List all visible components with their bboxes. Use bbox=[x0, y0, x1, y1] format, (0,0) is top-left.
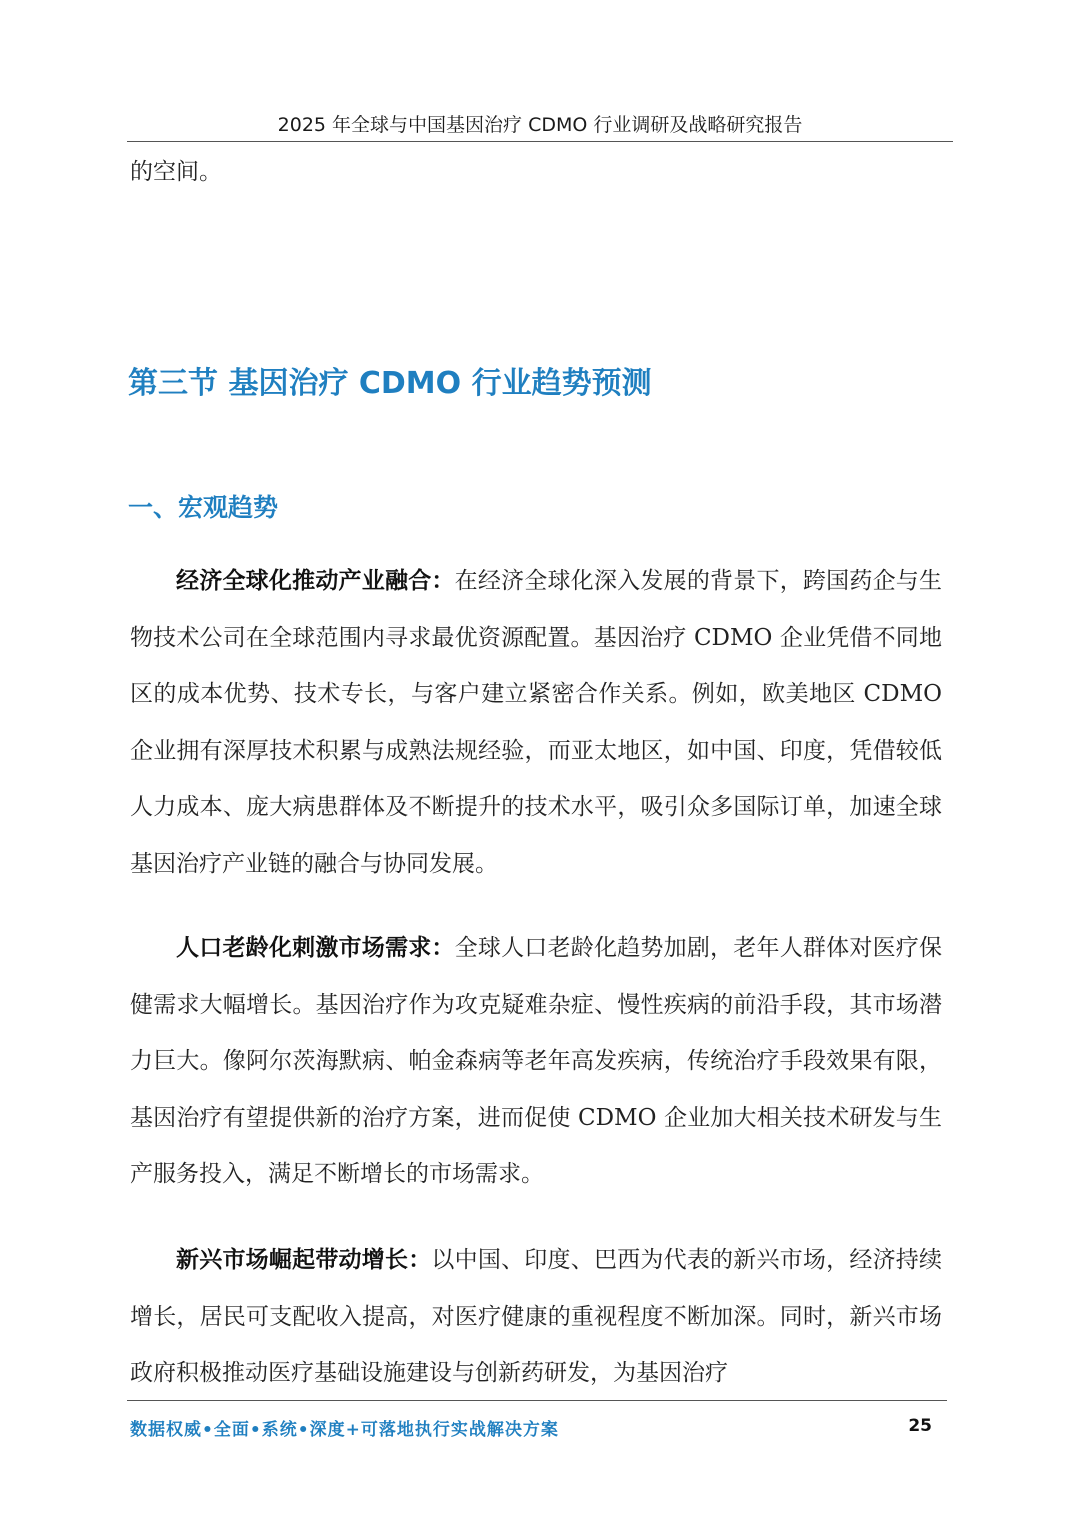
section-title: 第三节 基因治疗 CDMO 行业趋势预测 bbox=[128, 366, 652, 401]
page-number: 25 bbox=[908, 1416, 932, 1436]
footer-divider bbox=[127, 1400, 947, 1401]
subsection-title: 一、宏观趋势 bbox=[128, 493, 279, 522]
paragraph-text: 全球人口老龄化趋势加剧，老年人群体对医疗保健需求大幅增长。基因治疗作为攻克疑难杂症、慢性疾病的前沿手段，其市场潜力巨大。像阿尔茨海默病、帕金森病等老年高发疾病，传统治疗手段效果有限，基因治疗有望提供新的治疗方案，进而促使 CDMO 企业加大相关技术研发与生产服务投入，满足不断增长的市场需求。 bbox=[130, 935, 942, 1187]
paragraph-globalization bbox=[130, 553, 942, 892]
paragraph-lead: 人口老龄化刺激市场需求： bbox=[176, 935, 455, 961]
paragraph-aging bbox=[130, 920, 942, 1203]
footer-slogan: 数据权威•全面•系统•深度+可落地执行实战解决方案 bbox=[130, 1420, 559, 1440]
paragraph-emerging-markets bbox=[130, 1232, 942, 1402]
paragraph-text: 在经济全球化深入发展的背景下，跨国药企与生物技术公司在全球范围内寻求最优资源配置。基因治疗 CDMO 企业凭借不同地区的成本优势、技术专长，与客户建立紧密合作关系。例如，欧美地区 CDMO 企业拥有深厚技术积累与成熟法规经验，而亚太地区，如中国、印度，凭借较低人力成本、庞大病患群体及不断提升的技术水平，吸引众多国际订单，加速全球基因治疗产业链的融合与协同发展。 bbox=[130, 568, 942, 877]
continuation-text: 的空间。 bbox=[130, 159, 222, 185]
page-header-title: 2025 年全球与中国基因治疗 CDMO 行业调研及战略研究报告 bbox=[277, 114, 803, 136]
header-divider bbox=[127, 141, 953, 142]
paragraph-lead: 经济全球化推动产业融合： bbox=[176, 568, 455, 594]
paragraph-text: 以中国、印度、巴西为代表的新兴市场，经济持续增长，居民可支配收入提高，对医疗健康的重视程度不断加深。同时，新兴市场政府积极推动医疗基础设施建设与创新药研发，为基因治疗 bbox=[130, 1247, 942, 1386]
paragraph-lead: 新兴市场崛起带动增长： bbox=[176, 1247, 432, 1273]
